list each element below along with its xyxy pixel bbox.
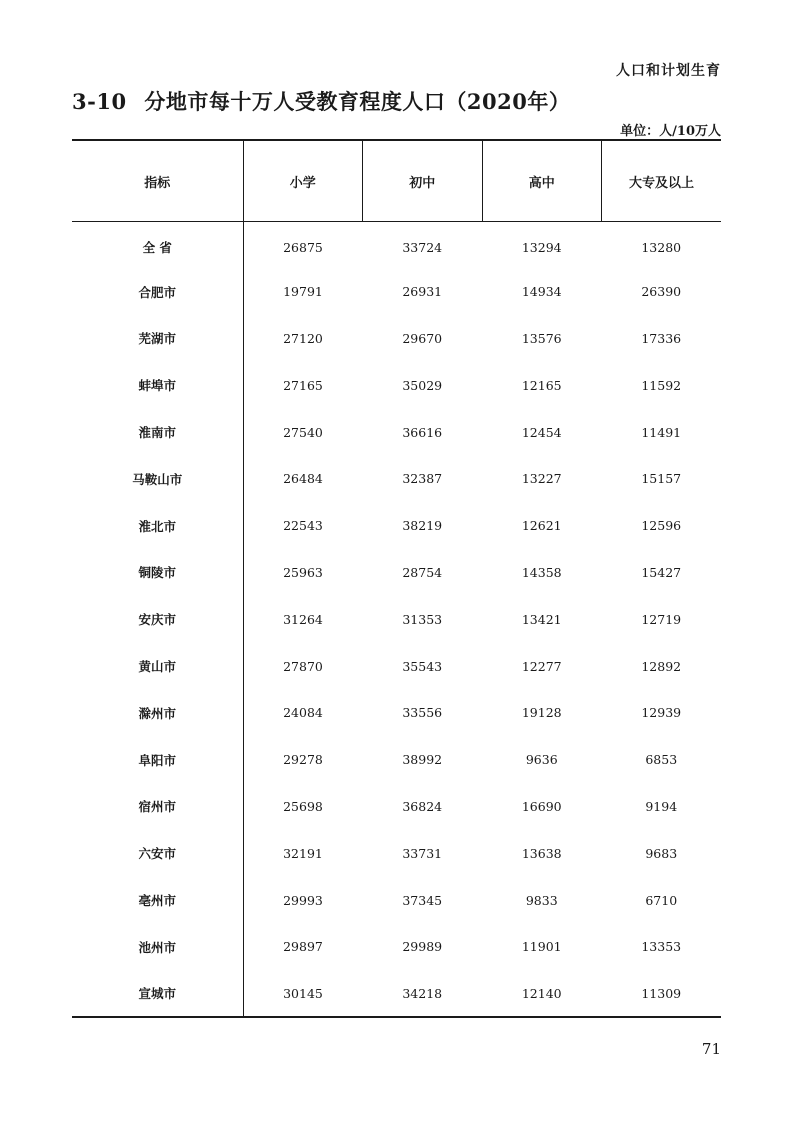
- cell-value: 31353: [402, 611, 443, 627]
- cell-value: 13294: [521, 239, 562, 255]
- row-name: 黄山市: [72, 643, 243, 690]
- cell-value: 33724: [402, 239, 443, 255]
- table-body: [72, 222, 721, 1018]
- cell-value: 12596: [641, 518, 682, 534]
- cell-value: 36616: [402, 424, 443, 440]
- row-name: 六安市: [72, 830, 243, 877]
- cell-value: 29670: [402, 330, 443, 346]
- table-row: [72, 362, 721, 409]
- cell-value: 11309: [641, 985, 682, 1001]
- cell-value: 13353: [641, 939, 682, 955]
- table-title: 分地市每十万人受教育程度人口（2020年）: [144, 89, 571, 114]
- cell-value: 32387: [402, 471, 443, 487]
- cell-value: 13421: [521, 611, 562, 627]
- table-row: [72, 409, 721, 456]
- cell-value: 6853: [645, 752, 678, 768]
- cell-value: 37345: [402, 892, 443, 908]
- table-row: [72, 315, 721, 362]
- column-header-primary: 小学: [243, 140, 363, 222]
- cell-value: 14934: [521, 284, 562, 300]
- table-row: [72, 596, 721, 643]
- cell-value: 34218: [402, 985, 443, 1001]
- cell-value: 12621: [521, 518, 562, 534]
- table-row: [72, 549, 721, 596]
- cell-value: 38992: [402, 752, 443, 768]
- cell-value: 27540: [283, 424, 323, 440]
- cell-value: 9683: [645, 845, 678, 861]
- row-name: 马鞍山市: [72, 455, 243, 502]
- cell-value: 33731: [402, 845, 443, 861]
- row-name: 亳州市: [72, 877, 243, 924]
- table-row: [72, 689, 721, 736]
- cell-value: 35029: [402, 377, 443, 393]
- cell-value: 25963: [283, 564, 323, 580]
- table-row: [72, 502, 721, 549]
- cell-value: 27120: [283, 330, 323, 346]
- cell-value: 13280: [641, 239, 682, 255]
- cell-value: 12140: [521, 985, 562, 1001]
- cell-value: 15427: [641, 564, 682, 580]
- row-name: 芜湖市: [72, 315, 243, 362]
- cell-value: 26875: [283, 239, 323, 255]
- cell-value: 30145: [283, 985, 323, 1001]
- cell-value: 29278: [283, 752, 323, 768]
- cell-value: 12892: [641, 658, 682, 674]
- column-header-college: 大专及以上: [602, 140, 722, 222]
- cell-value: 31264: [283, 611, 323, 627]
- page-title: [72, 86, 570, 116]
- cell-value: 32191: [283, 845, 323, 861]
- row-name: 全 省: [72, 222, 243, 269]
- cell-value: 25698: [283, 798, 323, 814]
- cell-value: 13227: [521, 471, 562, 487]
- cell-value: 13638: [521, 845, 562, 861]
- section-header: 人口和计划生育: [616, 63, 721, 79]
- row-name: 宿州市: [72, 783, 243, 830]
- table-row: [72, 923, 721, 970]
- table-row: [72, 268, 721, 315]
- row-name: 蚌埠市: [72, 362, 243, 409]
- table-row: [72, 970, 721, 1017]
- cell-value: 22543: [283, 518, 323, 534]
- cell-value: 28754: [402, 564, 443, 580]
- cell-value: 26931: [402, 284, 443, 300]
- row-name: 池州市: [72, 923, 243, 970]
- cell-value: 11901: [521, 939, 562, 955]
- cell-value: 6710: [645, 892, 678, 908]
- row-name: 宣城市: [72, 970, 243, 1017]
- cell-value: 27870: [283, 658, 323, 674]
- cell-value: 19128: [521, 705, 562, 721]
- row-name: 淮北市: [72, 502, 243, 549]
- cell-value: 26390: [641, 284, 682, 300]
- cell-value: 11491: [641, 424, 682, 440]
- table-row: [72, 643, 721, 690]
- table-row: [72, 222, 721, 269]
- cell-value: 19791: [283, 284, 323, 300]
- cell-value: 36824: [402, 798, 443, 814]
- cell-value: 15157: [641, 471, 682, 487]
- cell-value: 11592: [641, 377, 682, 393]
- cell-value: 17336: [641, 330, 682, 346]
- cell-value: 38219: [402, 518, 443, 534]
- cell-value: 29897: [283, 939, 323, 955]
- column-header-junior: 初中: [363, 140, 483, 222]
- cell-value: 33556: [402, 705, 443, 721]
- cell-value: 12277: [521, 658, 562, 674]
- cell-value: 29993: [283, 892, 323, 908]
- cell-value: 9833: [525, 892, 558, 908]
- table-row: [72, 830, 721, 877]
- cell-value: 24084: [283, 705, 323, 721]
- cell-value: 13576: [521, 330, 562, 346]
- table-row: [72, 736, 721, 783]
- table-row: [72, 783, 721, 830]
- row-name: 铜陵市: [72, 549, 243, 596]
- cell-value: 35543: [402, 658, 443, 674]
- page-number: 71: [701, 1040, 721, 1058]
- cell-value: 9636: [525, 752, 558, 768]
- cell-value: 12719: [641, 611, 682, 627]
- cell-value: 12939: [641, 705, 682, 721]
- cell-value: 14358: [521, 564, 562, 580]
- cell-value: 9194: [645, 798, 678, 814]
- cell-value: 29989: [402, 939, 443, 955]
- row-name: 阜阳市: [72, 736, 243, 783]
- row-name: 滁州市: [72, 689, 243, 736]
- cell-value: 26484: [283, 471, 323, 487]
- table-row: [72, 455, 721, 502]
- column-header-indicator: 指标: [72, 140, 243, 222]
- column-header-senior: 高中: [482, 140, 602, 222]
- cell-value: 27165: [283, 377, 323, 393]
- unit-note: 单位：人/10万人: [620, 124, 721, 139]
- cell-value: 12165: [521, 377, 562, 393]
- row-name: 安庆市: [72, 596, 243, 643]
- row-name: 合肥市: [72, 268, 243, 315]
- row-name: 淮南市: [72, 409, 243, 456]
- education-table: [72, 139, 721, 1018]
- cell-value: 16690: [521, 798, 562, 814]
- table-header-row: [72, 140, 721, 222]
- table-number: 3-10: [72, 89, 127, 114]
- cell-value: 12454: [521, 424, 562, 440]
- table-row: [72, 877, 721, 924]
